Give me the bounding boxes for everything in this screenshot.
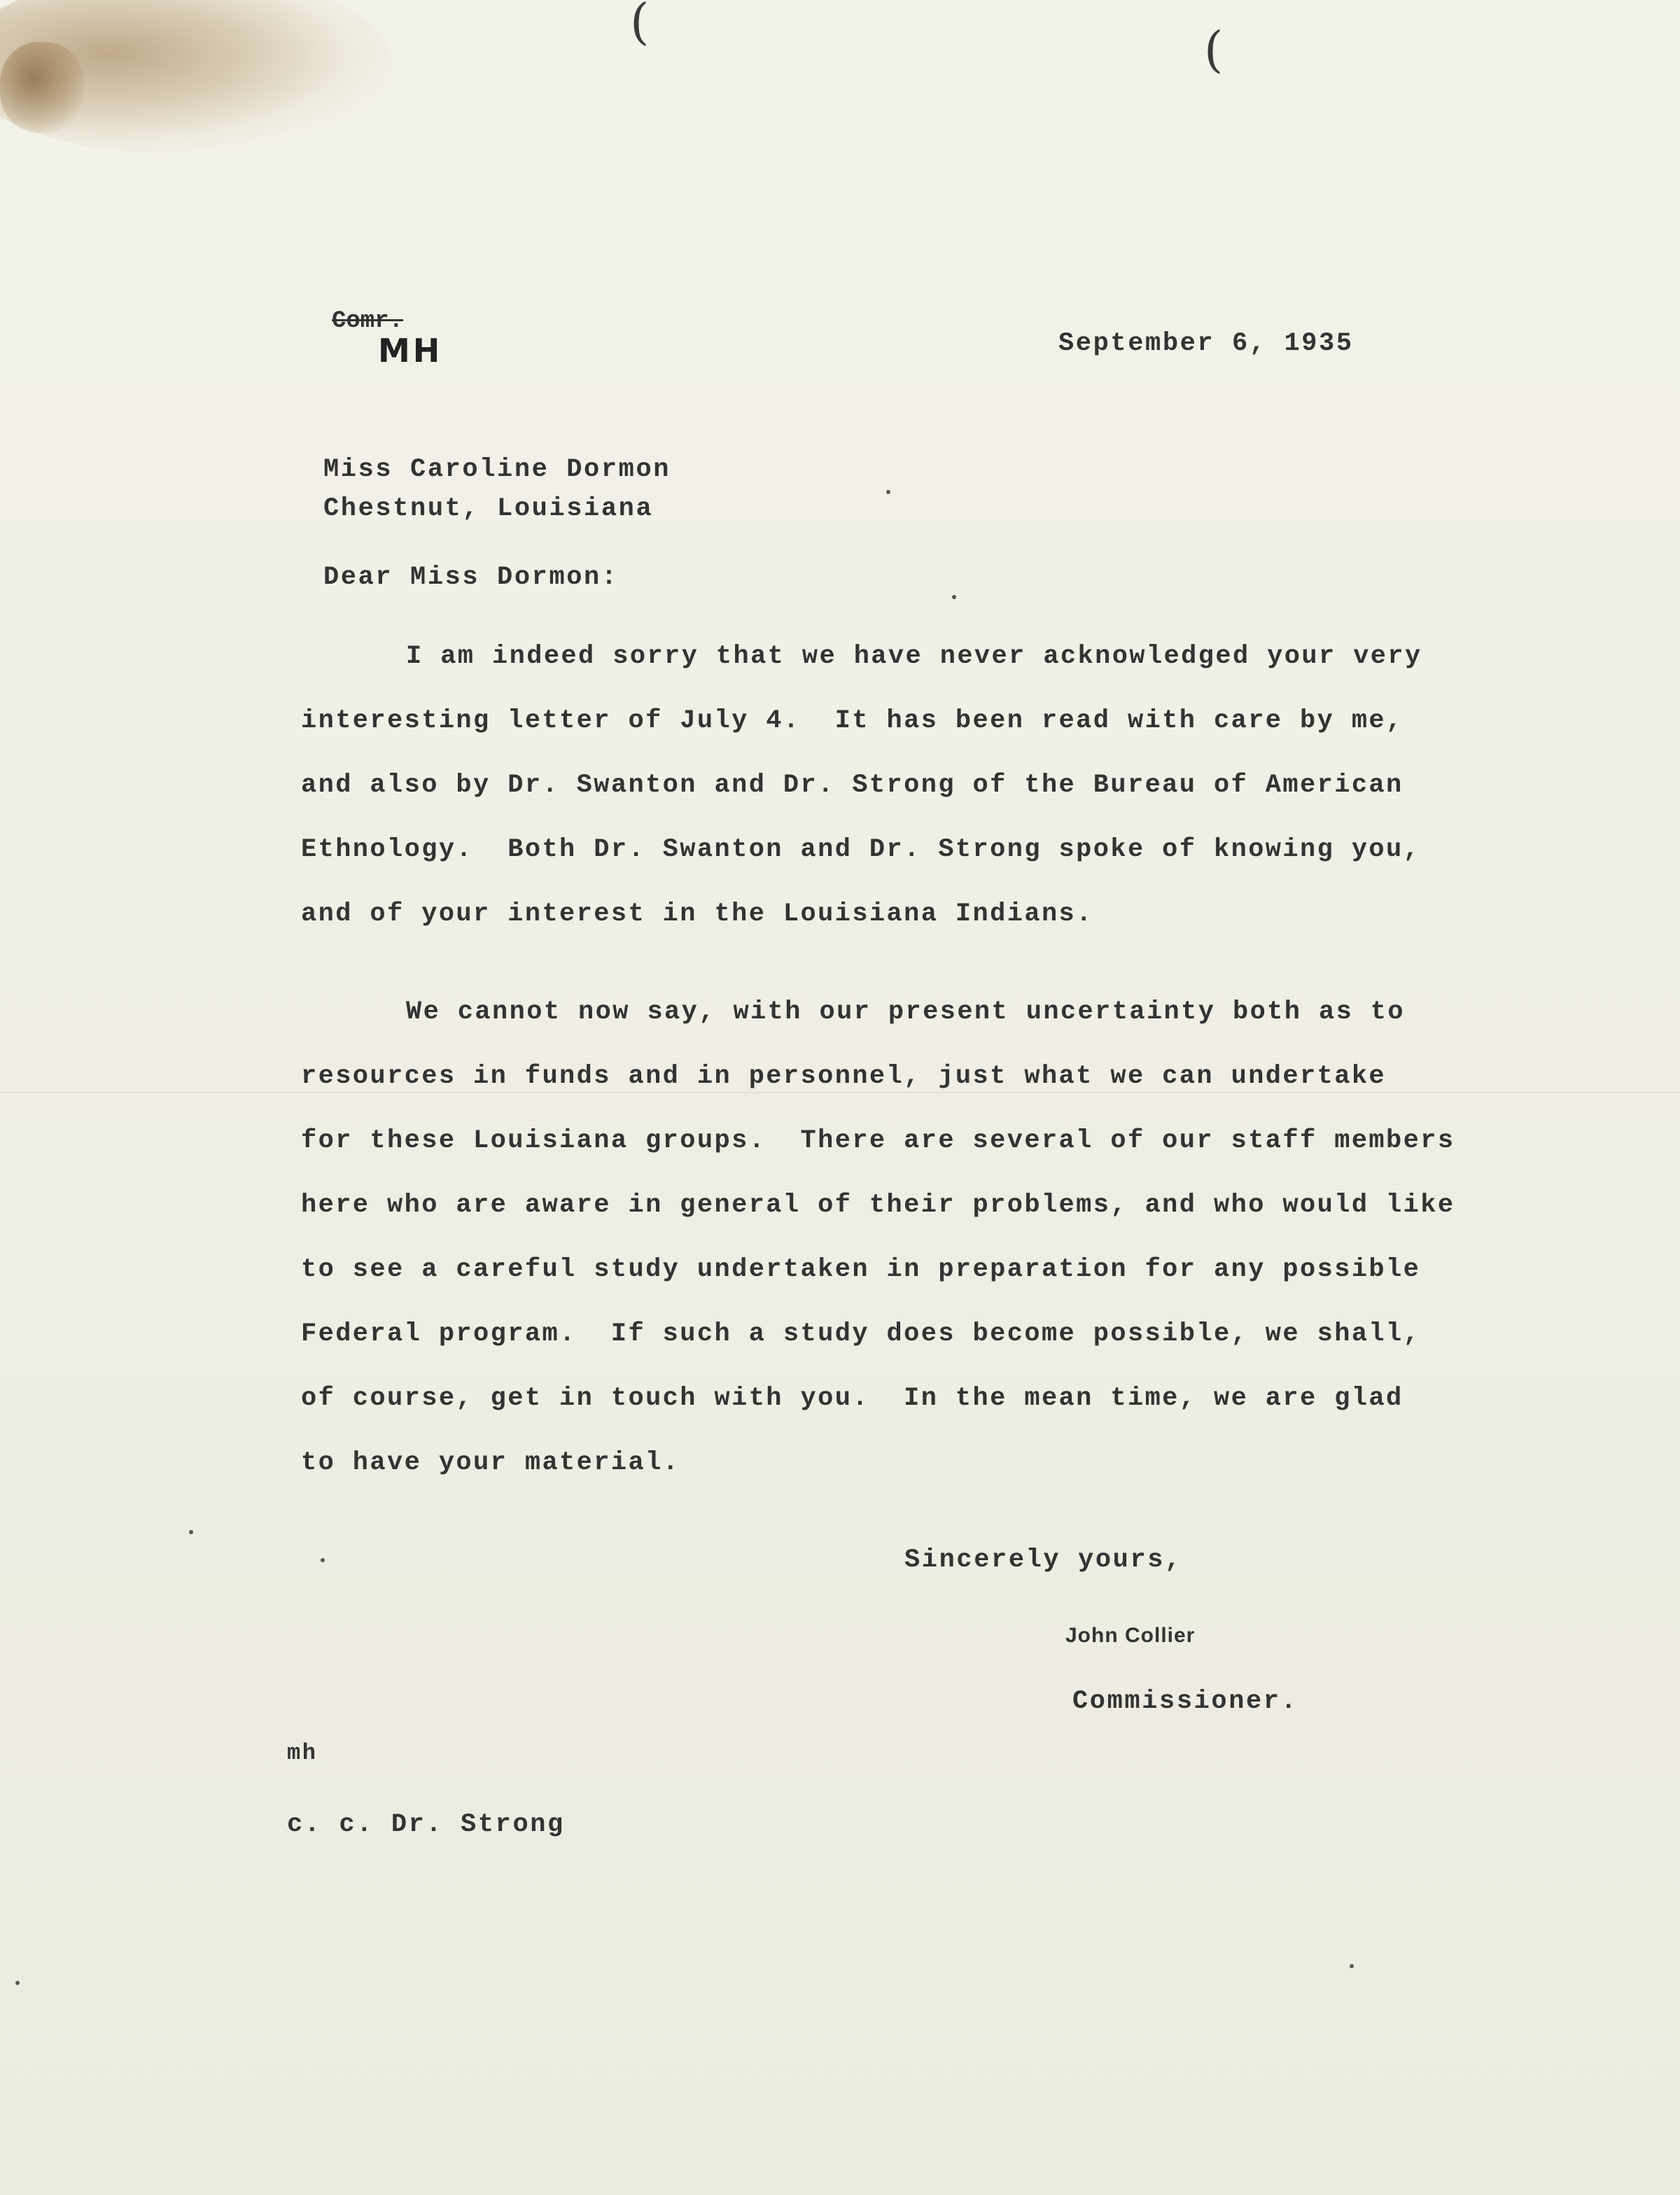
letter-date: September 6, 1935 [1058, 329, 1354, 358]
body-line: to see a careful study undertaken in preparation for any possible [301, 1255, 1421, 1284]
body-line: Federal program. If such a study does become possible, we shall, [301, 1319, 1421, 1349]
salutation: Dear Miss Dormon: [323, 563, 619, 592]
body-line: and also by Dr. Swanton and Dr. Strong of the Bureau of American [301, 771, 1404, 800]
body-line: to have your material. [301, 1448, 680, 1478]
signer-name: John Collier [1065, 1624, 1196, 1647]
body-line: Ethnology. Both Dr. Swanton and Dr. Strong spoke of knowing you, [301, 835, 1421, 864]
body-paragraph-1 [301, 624, 1449, 946]
ink-speck [1350, 1964, 1354, 1968]
carbon-copy-line: c. c. Dr. Strong [287, 1810, 565, 1839]
recipient-location: Chestnut, Louisiana [323, 494, 654, 524]
handwritten-initials: MH [378, 332, 443, 370]
body-paragraph-2 [301, 980, 1455, 1495]
body-line: here who are aware in general of their problems, and who would like [301, 1191, 1455, 1220]
paper-edge-mark: ( [1204, 21, 1224, 78]
water-stain-corner [0, 42, 84, 133]
body-line: for these Louisiana groups. There are several of our staff members [301, 1126, 1455, 1156]
typist-initials: mh [287, 1740, 318, 1766]
ink-speck [321, 1558, 325, 1562]
body-line: and of your interest in the Louisiana Indians. [301, 899, 1093, 929]
signer-title: Commissioner. [1072, 1687, 1298, 1716]
paper-edge-mark: ( [630, 0, 650, 50]
body-line: interesting letter of July 4. It has been read with care by me, [301, 706, 1404, 736]
struck-annotation: Comr. [332, 308, 404, 335]
body-line: I am indeed sorry that we have never acknowledged your very [406, 642, 1422, 671]
ink-speck [15, 1981, 20, 1985]
ink-speck [189, 1530, 193, 1534]
recipient-name: Miss Caroline Dormon [323, 455, 671, 484]
body-line: We cannot now say, with our present uncertainty both as to [406, 997, 1406, 1027]
body-line: of course, get in touch with you. In the mean time, we are glad [301, 1384, 1404, 1413]
ink-speck [952, 595, 956, 599]
ink-speck [886, 490, 890, 494]
body-line: resources in funds and in personnel, just what we can undertake [301, 1062, 1387, 1091]
valediction: Sincerely yours, [904, 1545, 1182, 1575]
